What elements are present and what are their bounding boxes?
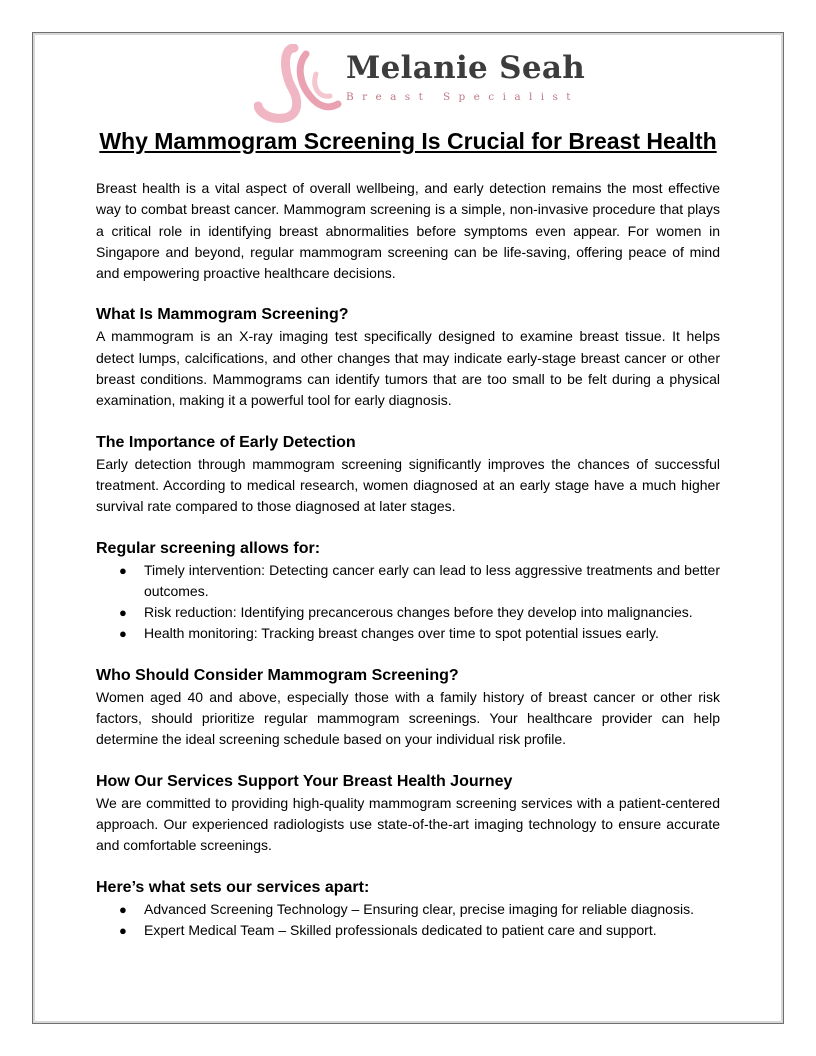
logo-tagline: Breast Specialist xyxy=(346,91,579,103)
section-paragraph: Early detection through mammogram screening significantly improves the chances of successful treatment. According to medical research, women diagnosed at an early stage have a much higher survival rate compared to those diagnosed at later stages. xyxy=(96,455,720,515)
section-heading: The Importance of Early Detection xyxy=(96,433,356,451)
intro-paragraph: Breast health is a vital aspect of overall wellbeing, and early detection remains the most effective way to combat breast cancer. Mammogram screening is a simple, non-invasive procedure that plays a critical role in identifying breast abnormalities before symptoms even appear. For women in Singapore and beyond, regular mammogram screening can be life-saving, offering peace of mind and empowering proactive healthcare decisions. xyxy=(96,180,720,282)
list-item-text: Health monitoring: Tracking breast changes over time to spot potential issues early. xyxy=(144,625,659,642)
list-item-text: Expert Medical Team – Skilled professionals dedicated to patient care and support. xyxy=(144,921,657,938)
document-title: Why Mammogram Screening Is Crucial for Breast Health xyxy=(99,128,717,154)
bullet-icon: ● xyxy=(119,922,127,938)
section-paragraph: Women aged 40 and above, especially those with a family history of breast cancer or other risk factors, should prioritize regular mammogram screenings. Your healthcare provider can help determine the ideal screening schedule based on your individual risk profile. xyxy=(96,688,720,748)
list-item xyxy=(96,920,720,941)
list-item-text: Advanced Screening Technology – Ensuring clear, precise imaging for reliable diagnosis. xyxy=(144,900,694,917)
bullet-list xyxy=(96,899,720,942)
document-content xyxy=(96,126,720,941)
logo xyxy=(254,44,586,124)
section-heading: Regular screening allows for: xyxy=(96,539,321,557)
section-heading: How Our Services Support Your Breast Health Journey xyxy=(96,772,513,790)
logo-name: Melanie Seah xyxy=(346,50,586,86)
ribbon-logo-icon xyxy=(254,44,344,124)
section-paragraph: A mammogram is an X-ray imaging test specifically designed to examine breast tissue. It helps detect lumps, calcifications, and other changes that may indicate early-stage breast cancer or other breast conditions. Mammograms can identify tumors that are too small to be felt during a physical examination, making it a powerful tool for early diagnosis. xyxy=(96,328,720,409)
list-item-text: Risk reduction: Identifying precancerous changes before they develop into malignancies. xyxy=(144,604,693,621)
bullet-icon: ● xyxy=(119,626,127,642)
bullet-icon: ● xyxy=(119,901,127,917)
section-heading: What Is Mammogram Screening? xyxy=(96,306,349,324)
list-item xyxy=(96,623,720,644)
bullet-list xyxy=(96,560,720,645)
section-heading: Who Should Consider Mammogram Screening? xyxy=(96,666,459,684)
bullet-icon: ● xyxy=(119,605,127,621)
list-item xyxy=(96,602,720,623)
section-heading: Here’s what sets our services apart: xyxy=(96,878,370,896)
section-paragraph: We are committed to providing high-quality mammogram screening services with a patient-centered approach. Our experienced radiologists use state-of-the-art imaging technology to ensure accurate and comfortable screenings. xyxy=(96,794,720,854)
bullet-icon: ● xyxy=(119,562,127,578)
list-item xyxy=(96,560,720,603)
list-item xyxy=(96,899,720,920)
list-item-text: Timely intervention: Detecting cancer early can lead to less aggressive treatments and better outcomes. xyxy=(144,561,720,599)
